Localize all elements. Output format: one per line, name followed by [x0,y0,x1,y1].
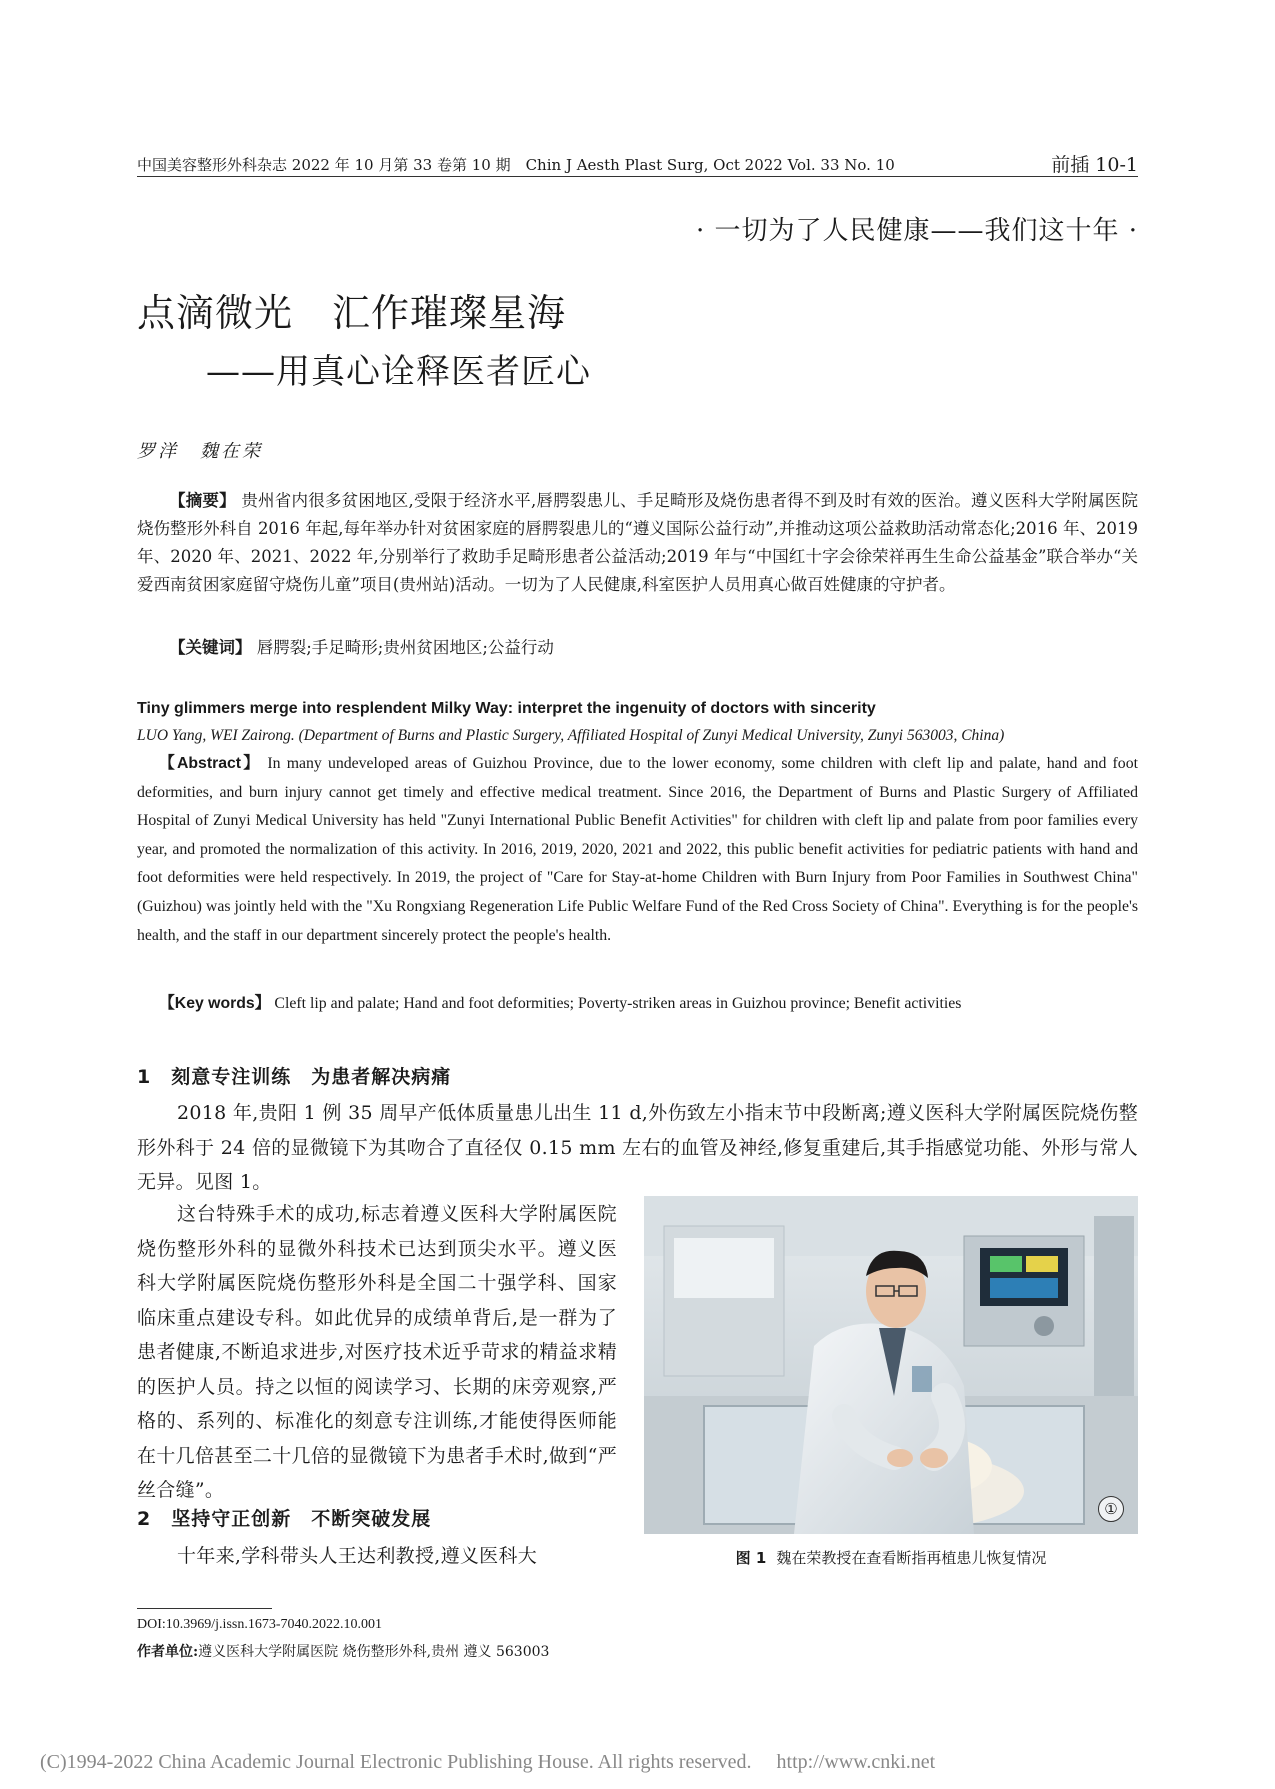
article-subtitle: ——用真心诠释医者匠心 [206,352,591,392]
author-affiliation [137,1641,549,1661]
photo-illustration [644,1196,1138,1534]
abstract-cn [137,487,1138,599]
figure-panel-badge: ① [1098,1496,1124,1522]
english-title: Tiny glimmers merge into resplendent Milky Way: interpret the ingenuity of doctors with sincerity [137,700,876,717]
figure-label: 图 1 [735,1549,767,1567]
doi: DOI:10.3969/j.issn.1673-7040.2022.10.001 [137,1617,382,1632]
authors: 罗洋 魏在荣 [137,441,263,462]
abstract-cn-label: 【摘要】 [169,491,236,510]
copyright-notice: (C)1994-2022 China Academic Journal Electronic Publishing House. All rights reserved. http://www.cnki.net [40,1751,936,1773]
figure-1-photo [644,1196,1138,1534]
abstract-en [137,750,1138,950]
section-1-heading: 1 刻意专注训练 为患者解决病痛 [137,1066,452,1088]
english-authors: LUO Yang, WEI Zairong. (Department of Burns and Plastic Surgery, Affiliated Hospital of Zunyi Medical University, Zunyi 563003, China) [137,727,1005,744]
abstract-en-label: 【Abstract】 [159,755,262,772]
page-label: 前插 10-1 [1051,154,1138,176]
affiliation-text: 遵义医科大学附属医院 烧伤整形外科,贵州 遵义 563003 [198,1644,550,1660]
keywords-en [137,990,1138,1018]
keywords-cn-text: 唇腭裂;手足畸形;贵州贫困地区;公益行动 [251,638,554,657]
article-title: 点滴微光 汇作璀璨星海 [137,291,567,335]
section-2-paragraph-1: 十年来,学科带头人王达利教授,遵义医科大 [177,1545,538,1567]
keywords-cn [137,634,1138,662]
abstract-cn-text: 贵州省内很多贫困地区,受限于经济水平,唇腭裂患儿、手足畸形及烧伤患者得不到及时有效的医治。遵义医科大学附属医院烧伤整形外科自 2016 年起,每年举办针对贫困家庭的唇腭裂患儿的“遵义国际公益行动”,并推动这项公益救助活动常态化;2016 年、2019 年、2020 年、2021、2022 年,分别举行了救助手足畸形患者公益活动;2019 年与“中国红十字会徐荣祥再生生命公益基金”联合举办“关爱西南贫困家庭留守烧伤儿童”项目(贵州站)活动。一切为了人民健康,科室医护人员用真心做百姓健康的守护者。 [137,491,1138,594]
figure-1-caption [644,1547,1138,1568]
column-title: · 一切为了人民健康——我们这十年 · [695,216,1138,246]
keywords-en-text: Cleft lip and palate; Hand and foot deformities; Poverty-striken areas in Guizhou province; Benefit activities [270,995,962,1012]
abstract-en-text: In many undeveloped areas of Guizhou Province, due to the lower economy, some children with cleft lip and palate, hand and foot deformities, and burn injury cannot get timely and effective medical treatment. Since 2016, the Department of Burns and Plastic Surgery of Affiliated Hospital of Zunyi Medical University has held "Zunyi International Public Benefit Activities" for children with cleft lip and palate from poor families every year, and promoted the normalization of this activity. In 2016, 2019, 2020, 2021 and 2022, this public benefit activities for pediatric patients with hand and foot deformities were held respectively. In 2019, the project of "Care for Stay-at-home Children with Burn Injury from Poor Families in Southwest China" (Guizhou) was jointly held with the "Xu Rongxiang Regeneration Life Public Welfare Fund of the Red Cross Society of China". Everything is for the people's health, and the staff in our department sincerely protect the people's health. [137,755,1138,944]
keywords-en-label: 【Key words】 [159,995,271,1012]
footnote-divider [137,1608,272,1609]
affiliation-label: 作者单位: [137,1644,199,1660]
section-1-paragraph-2: 这台特殊手术的成功,标志着遵义医科大学附属医院烧伤整形外科的显微外科技术已达到顶尖水平。遵义医科大学附属医院烧伤整形外科是全国二十强学科、国家临床重点建设专科。如此优异的成绩单背后,是一群为了患者健康,不断追求进步,对医疗技术近乎苛求的精益求精的医护人员。持之以恒的阅读学习、长期的床旁观察,严格的、系列的、标准化的刻意专注训练,才能使得医师能在十几倍甚至二十几倍的显微镜下为患者手术时,做到“严丝合缝”。 [137,1203,617,1501]
keywords-cn-label: 【关键词】 [169,638,252,657]
section-2-heading: 2 坚持守正创新 不断突破发展 [137,1508,432,1530]
journal-citation: 中国美容整形外科杂志 2022 年 10 月第 33 卷第 10 期 Chin J Aesth Plast Surg, Oct 2022 Vol. 33 No. 10 [137,156,895,174]
section-1-paragraph-1: 2018 年,贵阳 1 例 35 周早产低体质量患儿出生 11 d,外伤致左小指末节中段断离;遵义医科大学附属医院烧伤整形外科于 24 倍的显微镜下为其吻合了直径仅 0.15 mm 左右的血管及神经,修复重建后,其手指感觉功能、外形与常人无异。见图 1。 [137,1102,1138,1193]
figure-caption-text: 魏在荣教授在查看断指再植患儿恢复情况 [776,1549,1047,1567]
running-head [137,152,1138,177]
